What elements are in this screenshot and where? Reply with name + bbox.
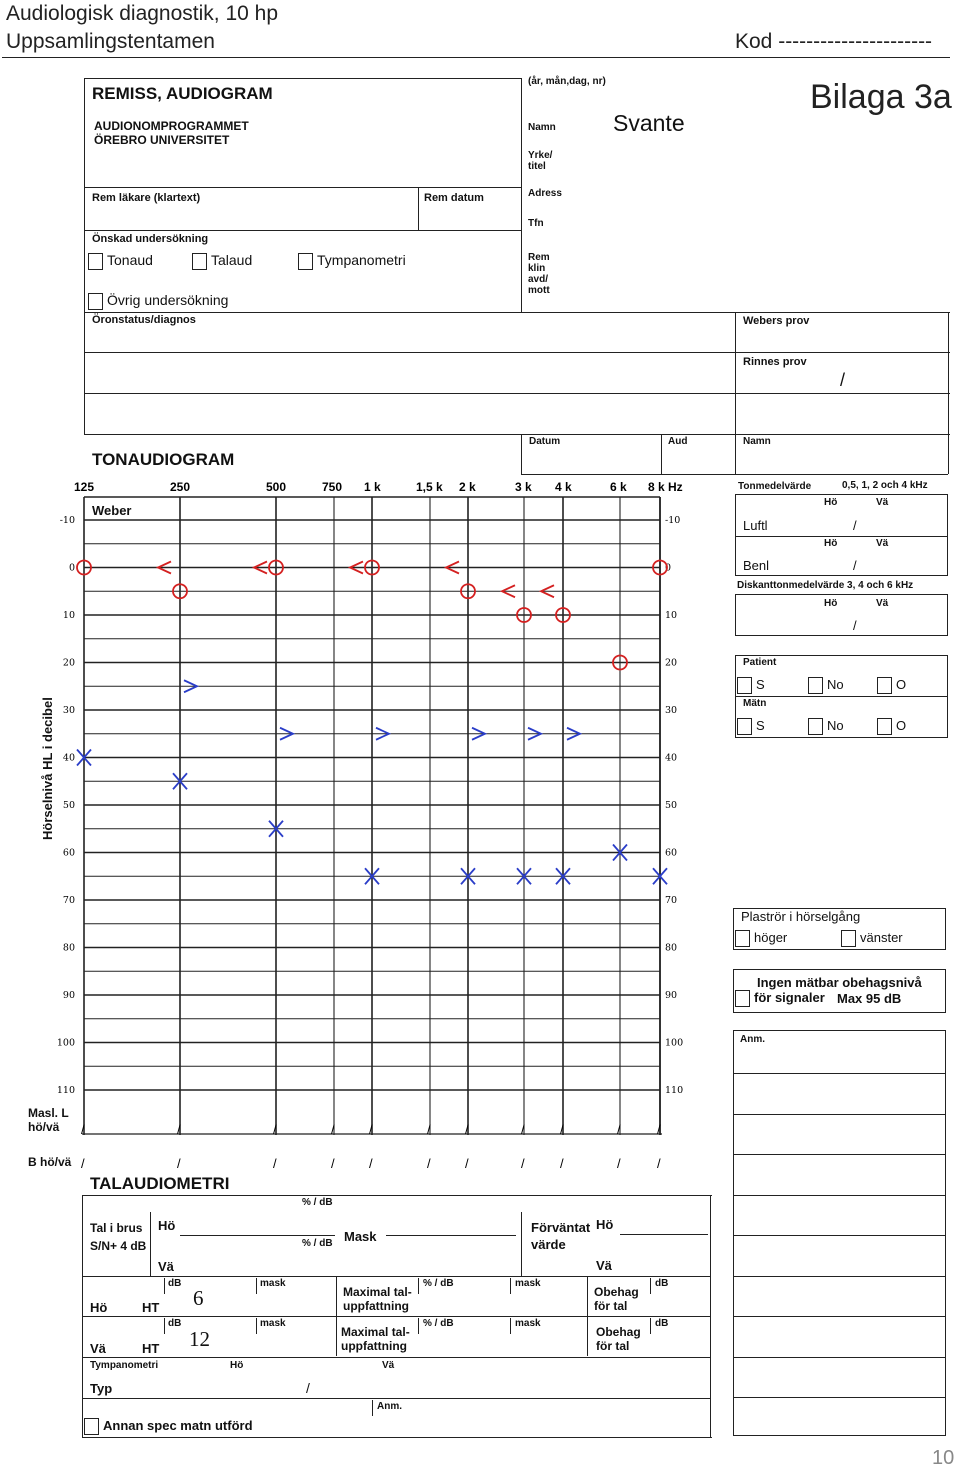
patient-s-checkbox[interactable]: S: [737, 677, 765, 694]
speech-noise-label: Tal i brus S/N+ 4 dB: [90, 1221, 147, 1253]
mask-slash: /: [521, 1156, 525, 1171]
y-label-right: 20: [665, 657, 678, 669]
tone-aud-label: Aud: [668, 436, 688, 447]
y-label-left: 0: [68, 562, 75, 574]
notes-line: [733, 1357, 946, 1358]
notes-line: [733, 1397, 946, 1398]
matn-no-checkbox[interactable]: No: [808, 718, 844, 735]
patient-name: Svante: [613, 110, 685, 136]
referral-title: REMISS, AUDIOGRAM: [92, 84, 273, 103]
mask-slash: /: [657, 1156, 661, 1171]
profession-label: Yrke/ titel: [528, 150, 553, 172]
mask-slash: /: [273, 1122, 277, 1137]
mask-slash: /: [427, 1122, 431, 1137]
address-label: Adress: [528, 188, 562, 199]
y-label-left: 90: [62, 990, 75, 1001]
y-label-right: 60: [665, 847, 678, 859]
notes-line: [733, 1114, 946, 1115]
y-label-left: 60: [62, 847, 75, 859]
tone-audiogram-title: TONAUDIOGRAM: [92, 450, 235, 469]
rem-clinic-label: Rem klin avd/ mott: [528, 252, 550, 296]
weber-label: Weber: [92, 503, 132, 518]
exam-title: Uppsamlingstentamen: [6, 30, 215, 53]
notes-line: [733, 1316, 946, 1317]
y-label-left: 50: [62, 800, 75, 811]
y-label-left: 70: [62, 895, 75, 906]
matn-o-checkbox[interactable]: O: [877, 718, 906, 735]
notes-label: Anm.: [740, 1034, 765, 1045]
y-label-right: 70: [665, 895, 678, 906]
luftl-label: Luftl: [743, 518, 768, 533]
freq-label: 1,5 k: [416, 480, 443, 494]
university-label: ÖREBRO UNIVERSITET: [94, 133, 230, 147]
y-label-left: -10: [59, 515, 75, 526]
notes-line: [733, 1073, 946, 1074]
pta-label: Tonmedelvärde: [738, 481, 812, 492]
y-label-right: 80: [665, 942, 678, 954]
audiogram-grid: [82, 497, 662, 1135]
ear-status-label: Öronstatus/diagnos: [92, 314, 196, 326]
rinne-test-label: Rinnes prov: [743, 356, 807, 368]
mask-label: Mask: [344, 1229, 377, 1244]
max-db-label: Max 95 dB: [837, 991, 902, 1006]
mask-slash: /: [617, 1122, 621, 1137]
y-label-right: 30: [665, 705, 678, 716]
y-label-right: 100: [665, 1037, 684, 1049]
rinne-slash: /: [840, 370, 846, 390]
audiogram-ticks: [57, 480, 683, 1171]
mask-slash: /: [560, 1122, 564, 1137]
y-label-left: 30: [62, 705, 75, 716]
y-label-right: 40: [665, 752, 678, 764]
mask-slash: /: [331, 1122, 335, 1137]
rem-doctor-label: Rem läkare (klartext): [92, 192, 201, 204]
y-label-left: 110: [56, 1085, 75, 1096]
notes-box: [733, 1030, 946, 1436]
y-label-left: 100: [56, 1037, 75, 1049]
program-label: AUDIONOMPROGRAMMET: [94, 119, 249, 133]
date-hint: (år, mån,dag, nr): [528, 76, 606, 87]
weber-test-label: Webers prov: [743, 315, 810, 327]
freq-label: 2 k: [459, 480, 476, 494]
treble-box: [735, 594, 948, 636]
patient-no-checkbox[interactable]: No: [808, 677, 844, 694]
mask-b-label: B hö/vä: [28, 1155, 72, 1169]
matn-s-checkbox[interactable]: S: [737, 718, 765, 735]
y-label-left: 10: [62, 610, 75, 621]
y-label-right: 110: [665, 1085, 684, 1096]
y-label-left: 20: [62, 657, 75, 669]
tone-date-label: Datum: [529, 436, 561, 447]
treble-label: Diskanttonmedelvärde 3, 4 och 6 kHz: [737, 580, 914, 591]
mask-slash: /: [427, 1156, 431, 1171]
mask-slash: /: [81, 1156, 85, 1171]
y-label-left: 80: [62, 942, 75, 954]
y-label-left: 40: [62, 752, 75, 764]
mask-slash: /: [465, 1122, 469, 1137]
y-label-right: -10: [665, 515, 681, 526]
mask-slash: /: [617, 1156, 621, 1171]
mask-slash: /: [369, 1156, 373, 1171]
mask-l-label: Masl. L hö/vä: [28, 1106, 69, 1134]
discomfort-checkbox[interactable]: för signaler: [735, 990, 825, 1007]
tone-name-label: Namn: [743, 436, 771, 447]
mask-slash: /: [465, 1156, 469, 1171]
notes-line: [733, 1195, 946, 1196]
mask-slash: /: [369, 1122, 373, 1137]
mask-slash: /: [331, 1156, 335, 1171]
y-label-right: 0: [665, 562, 672, 574]
code-field: Kod ----------------------: [735, 30, 933, 53]
freq-label: 1 k: [364, 480, 381, 494]
mask-slash: /: [81, 1122, 85, 1137]
patient-label: Patient: [743, 657, 777, 668]
rem-date-label: Rem datum: [424, 192, 484, 204]
freq-label: 4 k: [555, 480, 572, 494]
expected-label: Förväntat värde: [531, 1220, 591, 1252]
phone-label: Tfn: [528, 218, 544, 229]
mask-slash: /: [177, 1122, 181, 1137]
mask-slash: /: [177, 1156, 181, 1171]
typ-label: Typ: [90, 1381, 113, 1396]
mask-slash: /: [560, 1156, 564, 1171]
patient-o-checkbox[interactable]: O: [877, 677, 906, 694]
mask-slash: /: [273, 1156, 277, 1171]
checkbox-tonaud[interactable]: Tonaud: [88, 252, 153, 270]
appendix-label: Bilaga 3a: [810, 78, 952, 116]
other-spec-checkbox[interactable]: Annan spec matn utförd: [84, 1418, 253, 1435]
freq-label: 250: [170, 480, 191, 494]
freq-label: 8 k Hz: [648, 480, 683, 494]
freq-label: 500: [266, 480, 287, 494]
y-label-right: 10: [665, 610, 678, 621]
freq-label: 750: [322, 480, 343, 494]
checkbox-talaud[interactable]: Talaud: [192, 252, 252, 270]
mask-slash: /: [521, 1122, 525, 1137]
y-axis-title: Hörselnivå HL i decibel: [40, 697, 55, 840]
plastic-tube-label: Plaströr i hörselgång: [741, 909, 861, 924]
plastic-left-checkbox[interactable]: vänster: [841, 930, 903, 947]
checkbox-other-exam[interactable]: Övrig undersökning: [88, 292, 228, 310]
pta-freq: 0,5, 1, 2 och 4 kHz: [842, 480, 928, 491]
y-label-right: 90: [665, 990, 678, 1001]
page-number: 10: [932, 1447, 955, 1469]
notes-line: [733, 1154, 946, 1155]
ht-right-value: 6: [193, 1286, 204, 1310]
freq-label: 6 k: [610, 480, 627, 494]
checkbox-tympanometri[interactable]: Tympanometri: [298, 252, 406, 270]
mask-slash: /: [657, 1122, 661, 1137]
notes-line: [733, 1235, 946, 1236]
benl-label: Benl: [743, 558, 770, 573]
ht-left-value: 12: [189, 1327, 210, 1351]
freq-label: 125: [74, 480, 95, 494]
freq-label: 3 k: [515, 480, 532, 494]
requested-exam-label: Önskad undersökning: [92, 233, 209, 245]
matn-label: Mätn: [743, 698, 767, 709]
name-label: Namn: [528, 122, 556, 133]
discomfort-label-1: Ingen mätbar obehagsnivå: [757, 975, 922, 990]
plastic-right-checkbox[interactable]: höger: [735, 930, 787, 947]
course-title: Audiologisk diagnostik, 10 hp: [6, 2, 279, 25]
y-label-right: 50: [665, 800, 678, 811]
speech-title: TALAUDIOMETRI: [90, 1174, 233, 1194]
notes-line: [733, 1276, 946, 1277]
tymp-label: Tympanometri: [90, 1360, 159, 1371]
